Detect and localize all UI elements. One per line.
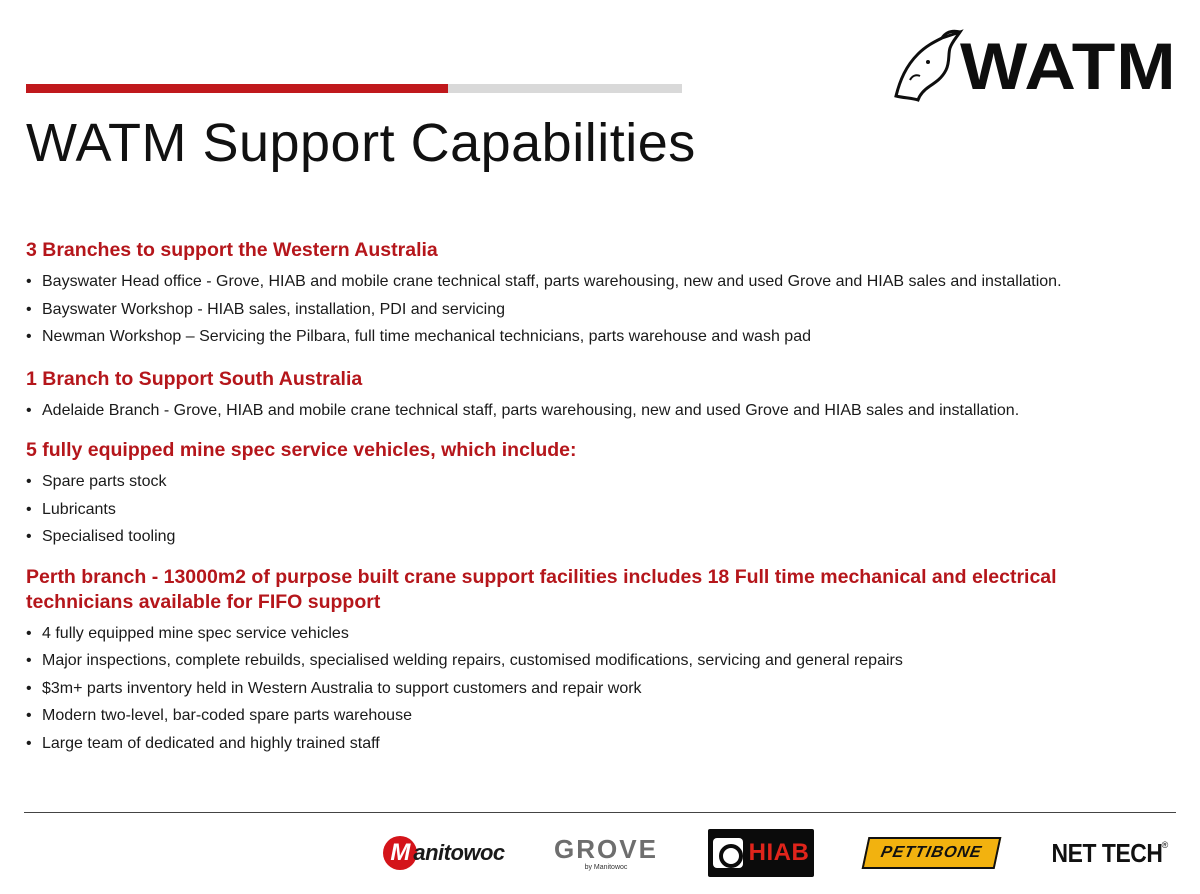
list-item: • Bayswater Head office - Grove, HIAB and mobile crane technical staff, parts warehousing, new and used Grove and HIAB sales and installation. (26, 268, 1176, 296)
list-item: • Specialised tooling (26, 523, 1176, 551)
list-item: • Adelaide Branch - Grove, HIAB and mobile crane technical staff, parts warehousing, new and used Grove and HIAB sales and installation. (26, 397, 1176, 425)
page-title: WATM Support Capabilities (26, 113, 696, 173)
bullet-list (26, 620, 1176, 758)
header-accent-bar-grey (448, 84, 682, 93)
list-item: • Lubricants (26, 496, 1176, 524)
grove-logo-subtext: by Manitowoc (584, 863, 628, 871)
list-item: • Major inspections, complete rebuilds, specialised welding repairs, customised modifications, servicing and general repairs (26, 647, 1176, 675)
header-accent-bar-red (26, 84, 448, 93)
list-item: • Spare parts stock (26, 468, 1176, 496)
grove-logo-text: GROVE (554, 833, 658, 864)
list-item: • Newman Workshop – Servicing the Pilbara, full time mechanical technicians, parts warehouse and wash pad (26, 323, 1176, 351)
section-heading-line-1: Perth branch - 13000m2 of purpose built crane support facilities includes 18 Full time mechanical and electrical (26, 565, 1057, 588)
section-south-australia (26, 367, 1176, 425)
list-item: • Modern two-level, bar-coded spare parts warehouse (26, 702, 1176, 730)
section-service-vehicles (26, 438, 1176, 551)
capabilities-content (26, 238, 1176, 773)
nettech-logo (1040, 828, 1172, 878)
section-heading: 3 Branches to support the Western Australia (26, 239, 438, 261)
section-heading: 1 Branch to Support South Australia (26, 367, 363, 390)
hiab-logo-text: HIAB (748, 839, 810, 866)
hiab-logo (708, 829, 814, 877)
bullet-list (26, 468, 1176, 551)
section-western-australia (26, 238, 1176, 351)
hiab-mark-icon (713, 838, 743, 868)
footer-divider (24, 812, 1176, 813)
bullet-list (26, 397, 1176, 425)
list-item: • 4 fully equipped mine spec service vehicles (26, 620, 1176, 648)
list-item: • Bayswater Workshop - HIAB sales, installation, PDI and servicing (26, 296, 1176, 324)
pettibone-logo-text: PETTIBONE (861, 837, 1000, 869)
list-item: • Large team of dedicated and highly trained staff (26, 730, 1176, 758)
list-item: • $3m+ parts inventory held in Western Australia to support customers and repair work (26, 675, 1176, 703)
watm-logo (890, 28, 1177, 104)
watm-logo-text: WATM (960, 29, 1177, 103)
section-heading: 5 fully equipped mine spec service vehicles, which include: (26, 439, 577, 461)
manitowoc-mark-icon: M (383, 836, 417, 870)
nettech-logo-text: NET TECH (1051, 837, 1163, 868)
manitowoc-logo (378, 828, 510, 878)
grove-logo (552, 828, 660, 878)
section-perth-branch (26, 565, 1176, 758)
manitowoc-logo-text: anitowoc (413, 840, 505, 865)
bullet-list (26, 268, 1176, 351)
section-heading-line-2: technicians available for FIFO support (26, 590, 381, 613)
registered-mark: ® (1161, 840, 1169, 850)
pettibone-logo (862, 828, 1000, 878)
